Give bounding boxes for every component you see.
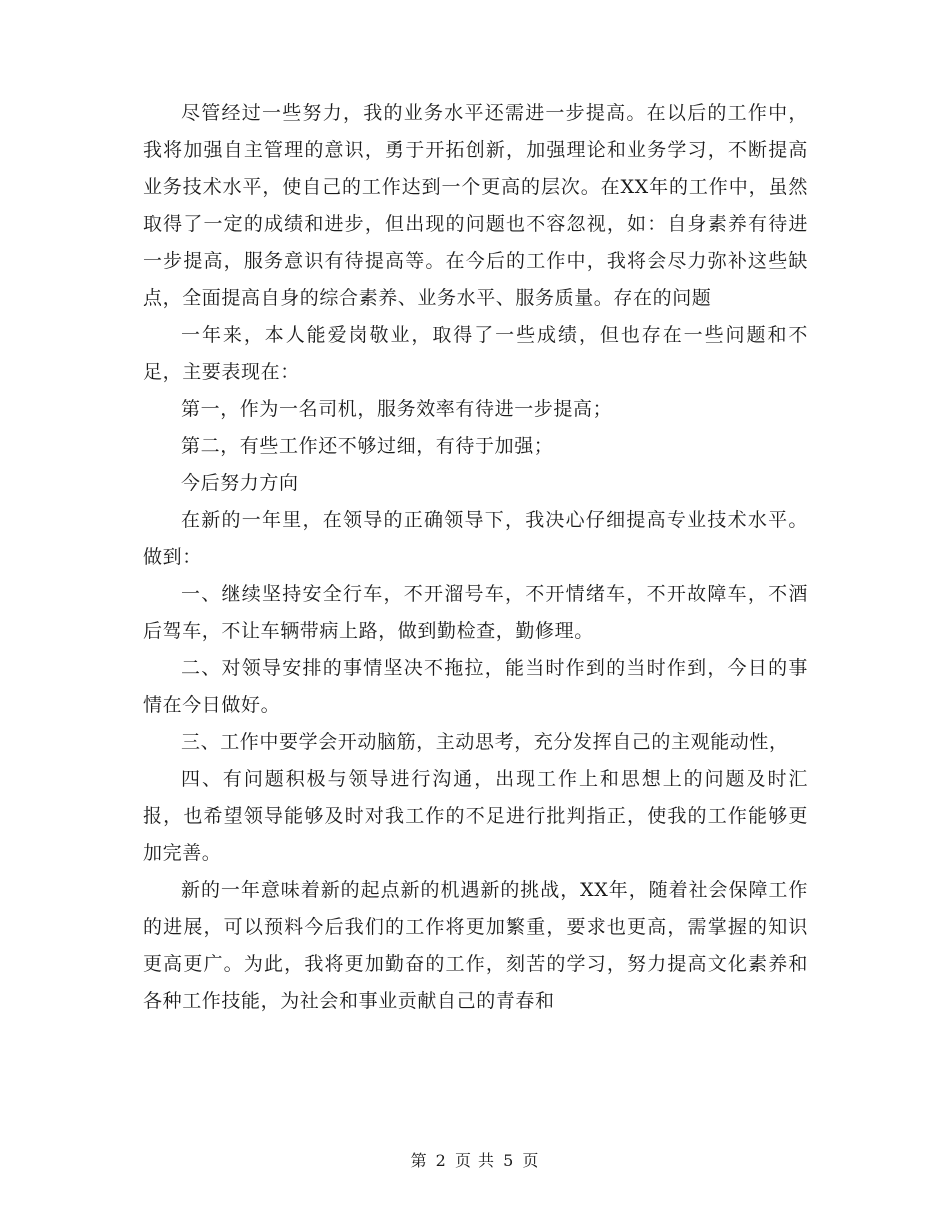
page-footer — [0, 1148, 950, 1171]
footer-total-pages: 5 — [503, 1151, 515, 1170]
paragraph-8: 二、对领导安排的事情坚决不拖拉，能当时作到的当时作到，今日的事情在今日做好。 — [143, 657, 808, 716]
footer-current-page: 2 — [435, 1151, 447, 1170]
paragraph-1: 尽管经过一些努力，我的业务水平还需进一步提高。在以后的工作中，我将加强自主管理的意识，勇于开拓创新，加强理论和业务学习，不断提高业务技术水平，使自己的工作达到一个更高的层次。在XX年的工作中，虽然取得了一定的成绩和进步，但出现的问题也不容忽视，如：自身素养有待进一步提高，服务意识有待提高等。在今后的工作中，我将会尽力弥补这些缺点，全面提高自身的综合素养、业务水平、服务质量。存在的问题 — [143, 102, 808, 309]
paragraph-11: 新的一年意味着新的起点新的机遇新的挑战，XX年，随着社会保障工作的进展，可以预料今后我们的工作将更加繁重，要求也更高，需掌握的知识更高更广。为此，我将更加勤奋的工作，刻苦的学习，努力提高文化素养和各种工作技能，为社会和事业贡献自己的青春和 — [143, 879, 808, 1012]
paragraph-3: 第一，作为一名司机，服务效率有待进一步提高； — [181, 398, 613, 420]
paragraph-9: 三、工作中要学会开动脑筋，主动思考，充分发挥自己的主观能动性， — [181, 731, 789, 753]
paragraph-4: 第二，有些工作还不够过细，有待于加强； — [181, 435, 554, 457]
section-heading-future-direction: 今后努力方向 — [181, 472, 299, 494]
footer-prefix: 第 — [410, 1151, 428, 1170]
paragraph-10: 四、有问题积极与领导进行沟通，出现工作上和思想上的问题及时汇报，也希望领导能够及时对我工作的不足进行批判指正，使我的工作能够更加完善。 — [143, 768, 808, 864]
paragraph-7: 一、继续坚持安全行车，不开溜号车，不开情绪车，不开故障车，不酒后驾车，不让车辆带病上路，做到勤检查，勤修理。 — [143, 583, 808, 642]
paragraph-2: 一年来，本人能爱岗敬业，取得了一些成绩，但也存在一些问题和不足，主要表现在： — [143, 324, 808, 383]
document-body — [143, 95, 808, 1020]
footer-mid: 页 共 — [454, 1151, 496, 1170]
footer-suffix: 页 — [522, 1151, 540, 1170]
paragraph-6: 在新的一年里，在领导的正确领导下，我决心仔细提高专业技术水平。做到： — [143, 509, 808, 568]
